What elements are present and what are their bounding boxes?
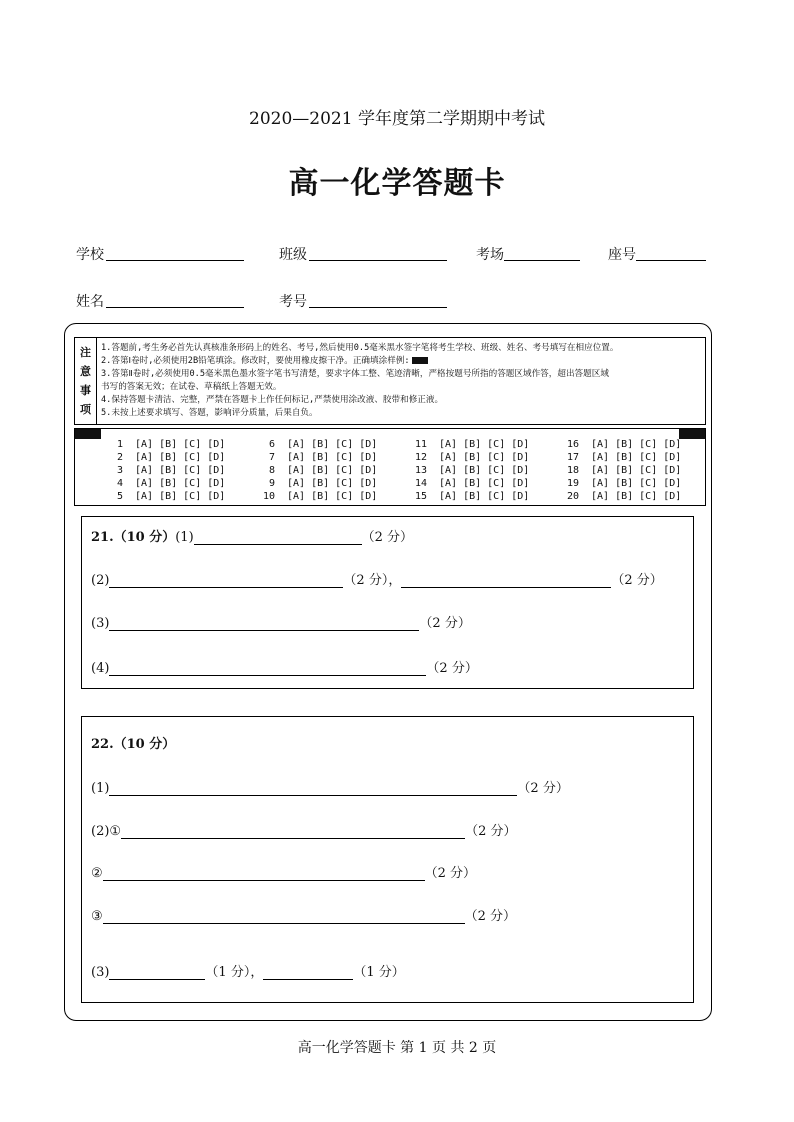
alignment-mark-left bbox=[75, 429, 101, 439]
q22-2-1-answer-line[interactable] bbox=[121, 824, 465, 839]
q21-part1-row: 21.（10 分）(1) （2 分） bbox=[91, 530, 414, 545]
q21-1-answer-line[interactable] bbox=[194, 530, 362, 545]
choice-options[interactable]: [A] [B] [C] [D] bbox=[135, 478, 226, 489]
question-number: 11 bbox=[414, 439, 427, 450]
class-field[interactable] bbox=[279, 244, 307, 264]
question-number: 2 bbox=[116, 452, 123, 463]
choice-options[interactable]: [A] [B] [C] [D] bbox=[287, 439, 378, 450]
choice-row[interactable] bbox=[557, 478, 681, 489]
question-number: 7 bbox=[268, 452, 275, 463]
page-footer: 高一化学答题卡 第 1 页 共 2 页 bbox=[297, 1040, 497, 1056]
question-number: 14 bbox=[414, 478, 427, 489]
notice-box bbox=[74, 337, 706, 425]
q21-2b-answer-line[interactable] bbox=[401, 573, 611, 588]
question-number: 1 bbox=[116, 439, 123, 450]
choice-options[interactable]: [A] [B] [C] [D] bbox=[287, 465, 378, 476]
choice-options[interactable]: [A] [B] [C] [D] bbox=[287, 452, 378, 463]
question-number: 9 bbox=[268, 478, 275, 489]
q21-3-answer-line[interactable] bbox=[109, 616, 419, 631]
q22-3b-answer-line[interactable] bbox=[263, 965, 353, 980]
school-label: 学校 bbox=[76, 247, 104, 263]
q22-3a-answer-line[interactable] bbox=[109, 965, 205, 980]
choice-row[interactable] bbox=[557, 439, 681, 450]
choice-row[interactable] bbox=[253, 439, 377, 450]
choice-row[interactable] bbox=[557, 465, 681, 476]
choice-row[interactable] bbox=[405, 439, 529, 450]
choice-row[interactable] bbox=[253, 491, 377, 502]
q21-title: 21.（10 分） bbox=[91, 530, 176, 545]
choice-options[interactable]: [A] [B] [C] [D] bbox=[439, 465, 530, 476]
choice-row[interactable] bbox=[405, 491, 529, 502]
q21-part4-row: (4) （2 分） bbox=[91, 661, 478, 676]
choice-options[interactable]: [A] [B] [C] [D] bbox=[591, 465, 682, 476]
choice-row[interactable] bbox=[557, 491, 681, 502]
question-number: 3 bbox=[116, 465, 123, 476]
choice-options[interactable]: [A] [B] [C] [D] bbox=[439, 452, 530, 463]
alignment-mark-right bbox=[679, 429, 705, 439]
class-input-line[interactable] bbox=[309, 260, 447, 261]
seat-label: 座号 bbox=[608, 247, 636, 263]
choice-options[interactable]: [A] [B] [C] [D] bbox=[439, 478, 530, 489]
choice-row[interactable] bbox=[101, 452, 225, 463]
choice-bubble-area bbox=[74, 428, 706, 506]
choice-options[interactable]: [A] [B] [C] [D] bbox=[135, 465, 226, 476]
seat-field[interactable] bbox=[608, 244, 636, 264]
choice-options[interactable]: [A] [B] [C] [D] bbox=[135, 439, 226, 450]
question-number: 19 bbox=[566, 478, 579, 489]
notice-heading: 注 意 事 项 bbox=[75, 338, 97, 424]
choice-row[interactable] bbox=[253, 465, 377, 476]
q21-4-answer-line[interactable] bbox=[109, 661, 426, 676]
choice-row[interactable] bbox=[405, 465, 529, 476]
notice-line: 5.未按上述要求填写、答题，影响评分质量，后果自负。 bbox=[101, 408, 318, 418]
q22-part5-row: (3) （1 分）， （1 分） bbox=[91, 965, 405, 980]
choice-options[interactable]: [A] [B] [C] [D] bbox=[135, 491, 226, 502]
choice-row[interactable] bbox=[405, 452, 529, 463]
exam-room-input-line[interactable] bbox=[504, 260, 580, 261]
exam-subtitle: 2020—2021 学年度第二学期期中考试 bbox=[249, 109, 545, 129]
choice-options[interactable]: [A] [B] [C] [D] bbox=[287, 491, 378, 502]
choice-options[interactable]: [A] [B] [C] [D] bbox=[439, 491, 530, 502]
choice-options[interactable]: [A] [B] [C] [D] bbox=[287, 478, 378, 489]
choice-row[interactable] bbox=[253, 452, 377, 463]
name-field[interactable] bbox=[76, 291, 104, 311]
q21-part3-row: (3) （2 分） bbox=[91, 616, 471, 631]
exam-room-field[interactable] bbox=[476, 244, 504, 264]
choice-options[interactable]: [A] [B] [C] [D] bbox=[591, 439, 682, 450]
exam-number-field[interactable] bbox=[279, 291, 307, 311]
question-number: 18 bbox=[566, 465, 579, 476]
name-label: 姓名 bbox=[76, 294, 104, 310]
q21-part2-row: (2) （2 分）， （2 分） bbox=[91, 573, 663, 588]
choice-row[interactable] bbox=[101, 439, 225, 450]
choice-row[interactable] bbox=[101, 491, 225, 502]
question-number: 5 bbox=[116, 491, 123, 502]
q22-2-2-answer-line[interactable] bbox=[103, 866, 425, 881]
q22-title: 22.（10 分） bbox=[91, 737, 176, 752]
question-22-box bbox=[81, 716, 694, 1003]
choice-options[interactable]: [A] [B] [C] [D] bbox=[439, 439, 530, 450]
question-number: 13 bbox=[414, 465, 427, 476]
notice-line: 3.答第Ⅱ卷时,必须使用0.5毫米黑色墨水签字笔书写清楚，要求字体工整、笔迹清晰，严格按题号所指的答题区域作答，超出答题区域 bbox=[101, 369, 609, 379]
question-number: 16 bbox=[566, 439, 579, 450]
question-number: 6 bbox=[268, 439, 275, 450]
question-number: 10 bbox=[262, 491, 275, 502]
exam-room-label: 考场 bbox=[476, 247, 504, 263]
question-number: 20 bbox=[566, 491, 579, 502]
choice-options[interactable]: [A] [B] [C] [D] bbox=[591, 452, 682, 463]
question-number: 4 bbox=[116, 478, 123, 489]
question-21-box bbox=[81, 516, 694, 689]
notice-line: 1.答题前,考生务必首先认真核准条形码上的姓名、考号,然后使用0.5毫米黑水签字笔将考生学校、班级、姓名、考号填写在相应位置。 bbox=[101, 343, 619, 353]
fill-sample-mark bbox=[412, 357, 428, 364]
q22-2-3-answer-line[interactable] bbox=[103, 909, 465, 924]
notice-line: 2.答第Ⅰ卷时,必须使用2B铅笔填涂。修改时，要使用橡皮擦干净。正确填涂样例: bbox=[101, 355, 699, 368]
choice-options[interactable]: [A] [B] [C] [D] bbox=[591, 478, 682, 489]
name-input-line[interactable] bbox=[106, 307, 244, 308]
notice-text bbox=[101, 342, 699, 420]
choice-options[interactable]: [A] [B] [C] [D] bbox=[135, 452, 226, 463]
choice-row[interactable] bbox=[557, 452, 681, 463]
q22-part2-row: (2)① （2 分） bbox=[91, 824, 517, 839]
notice-line: 4.保持答题卡清洁、完整，严禁在答题卡上作任何标记,严禁使用涂改液、胶带和修正液。 bbox=[101, 395, 444, 405]
q22-part3-row: ② （2 分） bbox=[91, 866, 477, 881]
exam-number-input-line[interactable] bbox=[309, 307, 447, 308]
notice-line: 书写的答案无效；在试卷、草稿纸上答题无效。 bbox=[101, 382, 282, 392]
question-number: 17 bbox=[566, 452, 579, 463]
question-number: 12 bbox=[414, 452, 427, 463]
choice-options[interactable]: [A] [B] [C] [D] bbox=[591, 491, 682, 502]
question-number: 15 bbox=[414, 491, 427, 502]
choice-row[interactable] bbox=[405, 478, 529, 489]
page-title: 高一化学答题卡 bbox=[288, 166, 506, 201]
school-input-line[interactable] bbox=[106, 260, 244, 261]
question-number: 8 bbox=[268, 465, 275, 476]
exam-number-label: 考号 bbox=[279, 294, 307, 310]
class-label: 班级 bbox=[279, 247, 307, 263]
q22-part4-row: ③ （2 分） bbox=[91, 909, 517, 924]
q22-1-answer-line[interactable] bbox=[109, 781, 517, 796]
choice-row[interactable] bbox=[101, 478, 225, 489]
choice-row[interactable] bbox=[101, 465, 225, 476]
school-field[interactable] bbox=[76, 244, 104, 264]
choice-row[interactable] bbox=[253, 478, 377, 489]
seat-input-line[interactable] bbox=[636, 260, 706, 261]
q21-2a-answer-line[interactable] bbox=[109, 573, 343, 588]
q22-part1-row: (1) （2 分） bbox=[91, 781, 569, 796]
